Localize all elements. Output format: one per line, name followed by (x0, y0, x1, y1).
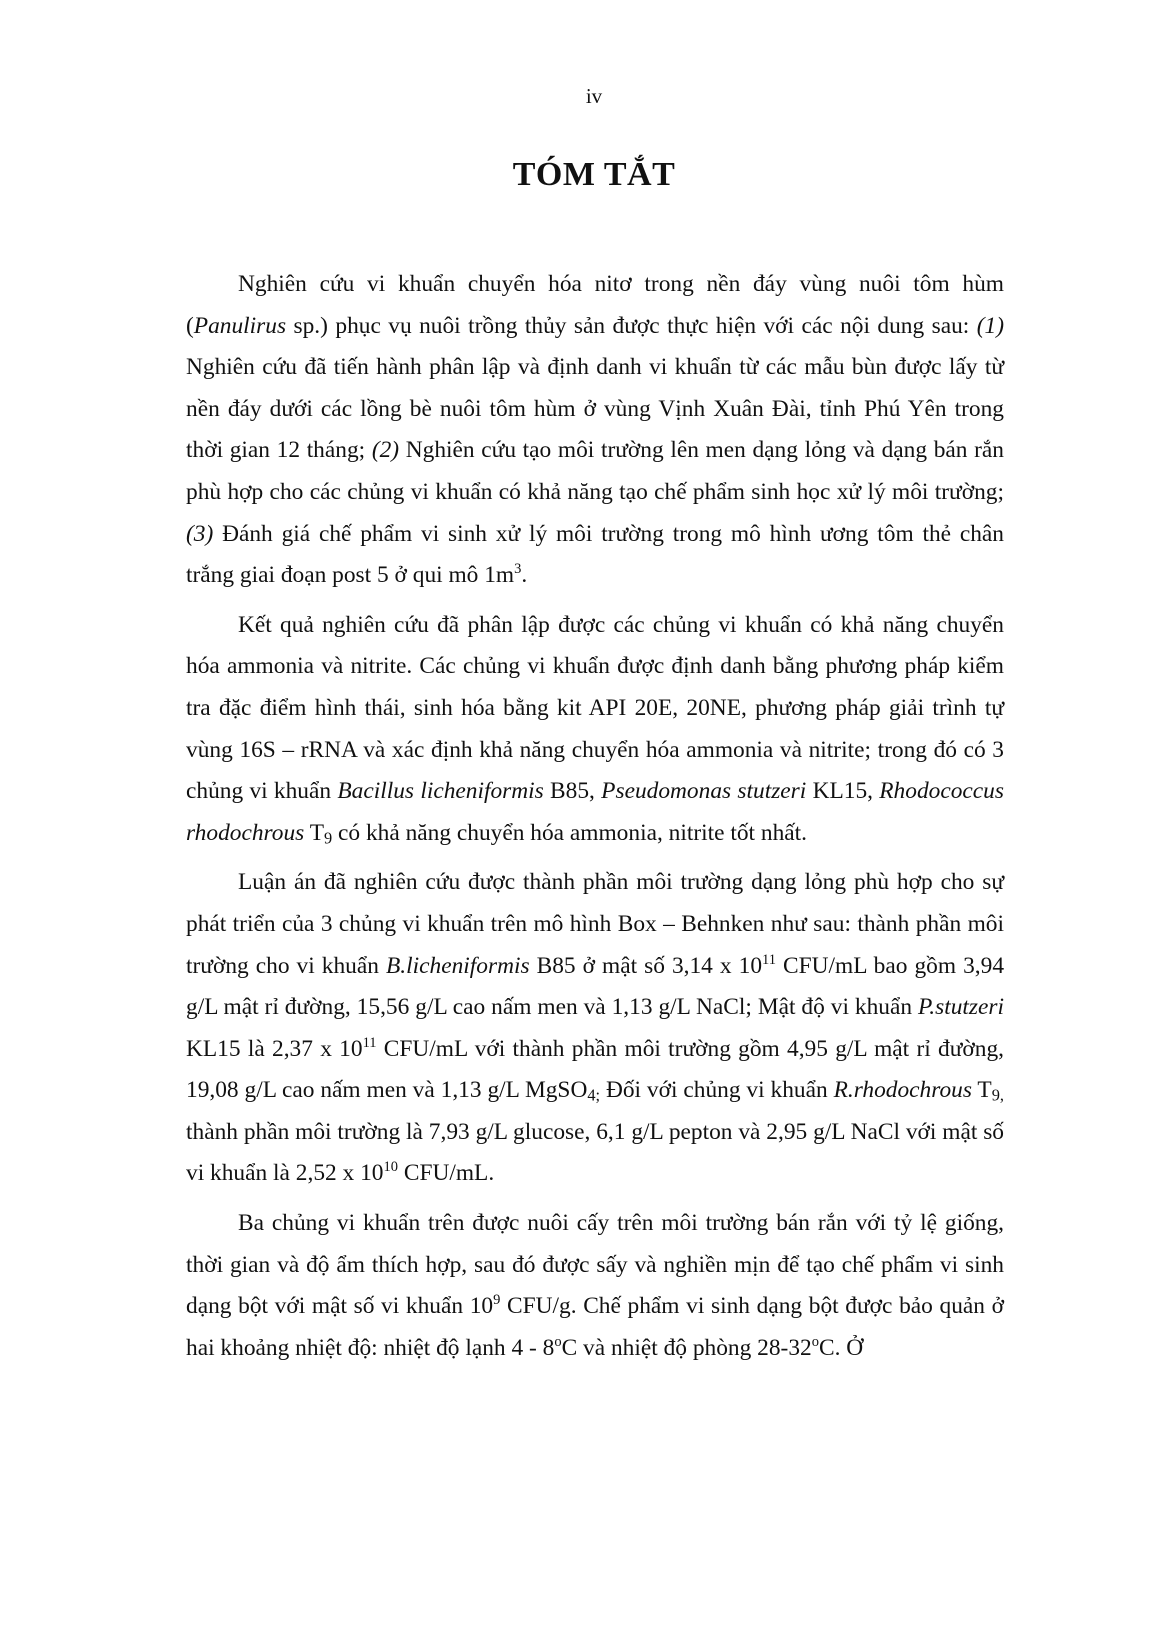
superscript: 3 (514, 561, 522, 578)
text-span: B85, (543, 778, 602, 805)
text-span: Kết quả nghiên cứu đã phân lập được các chủng vi khuẩn có khả năng chuyển hóa ammonia và nitrite. Các chủng vi khuẩn được định danh bằng phương pháp kiểm tra đặc điểm hình thái, sinh hóa bằng kit API 20E, 20NE, phương pháp giải trình tự vùng 16S – rRNA và xác định khả năng chuyển hóa ammonia và nitrite; trong đó có 3 chủng vi khuẩn (186, 611, 1004, 805)
italic-text: Bacillus licheniformis (337, 778, 544, 805)
text-span: Nghiên cứu vi khuẩn chuyển hóa nitơ trong nền đáy vùng nuôi tôm hùm ( (186, 271, 1004, 339)
superscript: o (554, 1333, 562, 1350)
text-span: T (971, 1077, 992, 1104)
italic-text: (2) (371, 437, 400, 464)
italic-text: (3) (186, 520, 214, 547)
text-span: KL15, (806, 778, 880, 805)
subscript: 4; (587, 1085, 601, 1105)
text-span: CFU/mL bao gồm 3,94 g/L mật rỉ đường, 15,56 g/L cao nấm men và 1,13 g/L NaCl; Mật độ vi khuẩn (186, 952, 1005, 1021)
italic-text: (1) (976, 312, 1004, 339)
text-span: T (304, 819, 324, 846)
text-span: C và nhiệt độ phòng 28-32 (561, 1334, 812, 1361)
italic-text: R.rhodochrous (833, 1077, 972, 1104)
text-span: Nghiên cứu tạo môi trường lên men dạng lỏng và dạng bán rắn phù hợp cho các chủng vi khuẩn có khả năng tạo chế phẩm sinh học xử lý môi trường; (186, 437, 1004, 505)
italic-text: P.stutzeri (917, 994, 1004, 1021)
italic-text: Pseudomonas stutzeri (601, 778, 807, 805)
italic-text: Panulirus (193, 312, 287, 339)
text-span: Nghiên cứu đã tiến hành phân lập và định danh vi khuẩn từ các mẫu bùn được lấy từ nền đáy dưới các lồng bè nuôi tôm hùm ở vùng Vịnh Xuân Đài, tỉnh Phú Yên trong thời gian 12 tháng; (186, 354, 1004, 464)
page-title: TÓM TẮT (512, 156, 676, 193)
paragraph-4 (186, 1203, 1004, 1369)
text-span: CFU/mL. (398, 1160, 495, 1187)
text-span: CFU/mL với thành phần môi trường gồm 4,95 g/L mật rỉ đường, 19,08 g/L cao nấm men và 1,13 g/L MgSO (186, 1035, 1004, 1104)
superscript: 11 (762, 951, 776, 968)
paragraph-2 (186, 605, 1004, 855)
abstract-body (186, 264, 1004, 1369)
text-span: sp.) phục vụ nuôi trồng thủy sản được thực hiện với các nội dung sau: (286, 312, 977, 339)
page-number: iv (585, 84, 603, 108)
superscript: 10 (383, 1159, 398, 1176)
text-span: B85 ở mật số 3,14 x 10 (529, 952, 763, 979)
paragraph-1 (186, 264, 1004, 597)
text-span: có khả năng chuyển hóa ammonia, nitrite tốt nhất. (332, 819, 808, 846)
text-span: C. Ở (818, 1334, 864, 1361)
superscript: 11 (362, 1034, 377, 1051)
subscript: 9, (991, 1085, 1004, 1105)
text-span: Đánh giá chế phẩm vi sinh xử lý môi trường trong mô hình ương tôm thẻ chân trắng giai đoạn post 5 ở qui mô 1m (186, 520, 1004, 589)
paragraph-3 (186, 862, 1004, 1195)
superscript: o (811, 1333, 819, 1350)
text-span: thành phần môi trường là 7,93 g/L glucose, 6,1 g/L pepton và 2,95 g/L NaCl với mật số vi khuẩn là 2,52 x 10 (186, 1118, 1004, 1187)
italic-text: B.licheniformis (385, 952, 530, 979)
italic-text: Rhodococcus rhodochrous (186, 778, 1004, 846)
text-span: KL15 là 2,37 x 10 (186, 1035, 363, 1062)
text-span: Đối với chủng vi khuẩn (600, 1077, 834, 1104)
subscript: 9 (324, 827, 333, 847)
text-span: Luận án đã nghiên cứu được thành phần môi trường dạng lỏng phù hợp cho sự phát triển của 3 chủng vi khuẩn trên mô hình Box – Behnken như sau: thành phần môi trường cho vi khuẩn (186, 869, 1004, 979)
superscript: 9 (493, 1292, 501, 1309)
text-span: Ba chủng vi khuẩn trên được nuôi cấy trên môi trường bán rắn với tỷ lệ giống, thời gian và độ ẩm thích hợp, sau đó được sấy và nghiền mịn để tạo chế phẩm vi sinh dạng bột với mật số vi khuẩn 10 (186, 1210, 1004, 1320)
text-span: CFU/g. Chế phẩm vi sinh dạng bột được bảo quản ở hai khoảng nhiệt độ: nhiệt độ lạnh 4 - 8 (186, 1293, 1004, 1361)
text-span: . (521, 562, 528, 589)
